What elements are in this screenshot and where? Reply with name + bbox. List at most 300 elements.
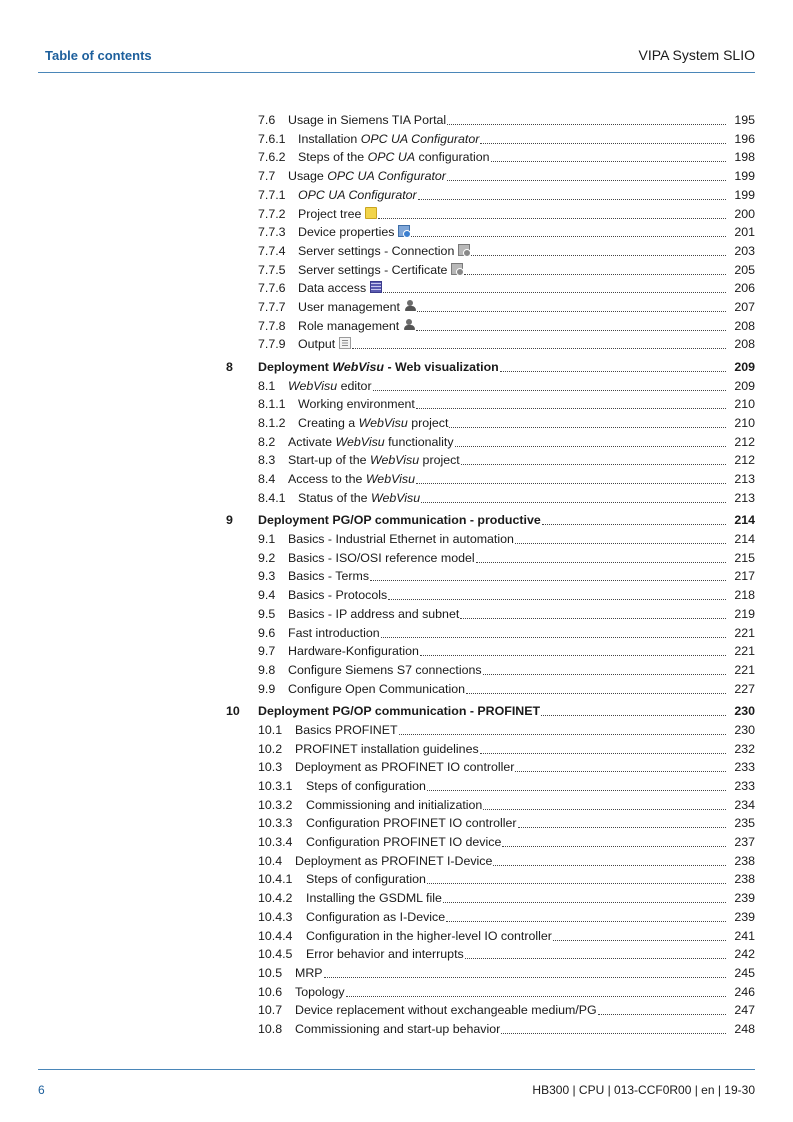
toc-title-part: Configure Siemens S7 connections — [288, 662, 482, 677]
toc-entry[interactable] — [258, 242, 755, 259]
toc-entry[interactable] — [258, 451, 755, 468]
toc-entry[interactable] — [258, 395, 755, 412]
toc-entry[interactable] — [258, 740, 755, 757]
toc-entry-title — [295, 742, 479, 757]
toc-entry[interactable] — [258, 908, 755, 925]
toc-title-part: Activate — [288, 434, 336, 449]
toc-page-number: 238 — [734, 872, 755, 887]
toc-entry-title — [288, 644, 419, 659]
toc-page-number: 208 — [734, 318, 755, 333]
toc-leader-dots — [460, 617, 726, 619]
data-access-icon — [370, 281, 382, 293]
toc-title-part: User management — [298, 300, 400, 314]
toc-chapter-entry[interactable] — [226, 358, 755, 375]
toc-page-number: 234 — [734, 797, 755, 812]
toc-entry-number: 7.7.5 — [258, 262, 286, 277]
toc-entry-number: 7.7.4 — [258, 243, 286, 258]
toc-page-number: 219 — [734, 606, 755, 621]
toc-entry-number: 8.3 — [258, 453, 276, 468]
toc-entry[interactable] — [258, 205, 755, 222]
toc-leader-dots — [388, 598, 726, 600]
toc-entry-title — [295, 985, 345, 1000]
toc-entry-number: 10.4.5 — [258, 947, 293, 962]
toc-title-part: Installing the GSDML file — [306, 891, 442, 906]
toc-entry-number: 7.6 — [258, 113, 276, 127]
toc-leader-dots — [324, 976, 726, 978]
toc-entry-number: 10.2 — [258, 741, 283, 756]
toc-leader-dots — [449, 426, 726, 428]
toc-entry[interactable] — [258, 261, 755, 278]
toc-entry-number: 8.4.1 — [258, 490, 286, 505]
toc-entry-title — [288, 532, 514, 547]
toc-title-part: WebVisu — [358, 416, 408, 430]
toc-entry[interactable] — [258, 964, 755, 981]
toc-title-part: WebVisu — [369, 453, 420, 468]
toc-page-number: 241 — [734, 928, 755, 943]
toc-entry[interactable] — [258, 279, 755, 296]
toc-entry-title — [298, 225, 410, 240]
toc-chapter-entry[interactable] — [226, 702, 755, 719]
toc-leader-dots — [421, 501, 726, 503]
toc-title-part: Configuration PROFINET IO controller — [306, 816, 517, 831]
toc-title-part: MRP — [295, 965, 323, 980]
toc-entry-title — [306, 929, 552, 944]
toc-title-part: Deployment PG/OP communication - PROFINET — [258, 704, 541, 719]
toc-title-part: project — [407, 416, 449, 430]
toc-leader-dots — [420, 654, 726, 656]
device-properties-icon — [398, 225, 410, 237]
toc-entry-number: 10.3.4 — [258, 835, 293, 849]
page-number: 6 — [38, 1083, 45, 1097]
toc-entry-title — [288, 626, 380, 641]
toc-entry-title — [306, 816, 517, 831]
toc-entry-title — [295, 1003, 597, 1018]
toc-entry-number: 9.4 — [258, 588, 276, 603]
toc-entry[interactable] — [258, 148, 755, 165]
toc-title-part: editor — [337, 378, 372, 393]
user-icon — [404, 300, 416, 312]
toc-entry-title — [298, 491, 420, 506]
toc-page-number: 199 — [734, 187, 755, 202]
toc-page-number: 246 — [734, 984, 755, 999]
toc-entry[interactable] — [258, 1020, 755, 1037]
toc-title-part: Deployment as PROFINET IO controller — [295, 760, 515, 775]
toc-entry-number: 9.7 — [258, 644, 276, 659]
toc-entry-title — [306, 872, 426, 887]
toc-page-number: 206 — [734, 281, 755, 296]
toc-entry[interactable] — [258, 945, 755, 962]
toc-entry[interactable] — [258, 489, 755, 506]
toc-title-part: - Web visualization — [384, 359, 499, 374]
toc-entry-title — [295, 966, 323, 981]
toc-entry-title — [295, 854, 492, 869]
toc-leader-dots — [483, 673, 726, 675]
toc-page-number: 221 — [734, 644, 755, 659]
toc-page-number: 199 — [734, 169, 755, 184]
toc-page-number: 247 — [734, 1003, 755, 1018]
toc-page-number: 215 — [734, 550, 755, 565]
toc-entry[interactable] — [258, 586, 755, 603]
toc-entry-title — [288, 588, 387, 603]
toc-leader-dots — [461, 463, 726, 465]
toc-leader-dots — [480, 142, 726, 144]
toc-title-part: WebVisu — [332, 359, 384, 374]
toc-entry-title — [295, 1022, 500, 1037]
toc-entry-title — [306, 798, 482, 813]
toc-entry-number: 9.5 — [258, 606, 276, 621]
toc-leader-dots — [515, 770, 726, 772]
toc-leader-dots — [381, 636, 726, 638]
toc-entry-number: 7.7.6 — [258, 281, 286, 296]
toc-leader-dots — [370, 579, 726, 581]
toc-leader-dots — [553, 939, 726, 941]
toc-chapter-entry[interactable] — [226, 511, 755, 528]
toc-title-part: OPC UA Configurator — [298, 187, 417, 202]
toc-entry[interactable] — [258, 758, 755, 775]
toc-page-number: 235 — [734, 816, 755, 831]
toc-leader-dots — [515, 542, 726, 544]
toc-entry-number: 10.3.2 — [258, 797, 293, 812]
toc-leader-dots — [346, 995, 726, 997]
toc-entry[interactable] — [258, 721, 755, 738]
toc-leader-dots — [447, 179, 726, 181]
toc-entry-title — [288, 682, 465, 697]
toc-entry[interactable] — [258, 833, 755, 850]
toc-page-number: 227 — [734, 681, 755, 696]
toc-entry-number: 10.3 — [258, 760, 283, 775]
toc-page-number: 230 — [734, 722, 755, 737]
toc-leader-dots — [541, 714, 726, 716]
toc-title-part: Output — [298, 337, 336, 352]
toc-title-part: Device replacement without exchangeable medium/PG — [295, 1003, 597, 1018]
toc-entry-number: 7.6.2 — [258, 150, 286, 165]
toc-title-part: OPC UA — [367, 150, 416, 165]
toc-title-part: WebVisu — [371, 490, 421, 505]
toc-title-part: Configuration as I-Device — [306, 909, 446, 924]
toc-title-part: Basics - Industrial Ethernet in automation — [288, 532, 514, 546]
toc-title-part: Configuration PROFINET IO device — [306, 835, 502, 849]
toc-leader-dots — [518, 826, 727, 828]
toc-leader-dots — [411, 235, 726, 237]
toc-entry-number: 10.6 — [258, 984, 283, 999]
toc-page-number: 237 — [734, 835, 755, 849]
toc-page-number: 212 — [734, 453, 755, 468]
footer-rule — [38, 1069, 755, 1070]
toc-entry[interactable] — [258, 377, 755, 394]
toc-leader-dots — [480, 752, 726, 754]
toc-page-number: 201 — [734, 225, 755, 240]
toc-entry[interactable] — [258, 335, 755, 352]
toc-title-part: Usage — [288, 169, 328, 184]
toc-entry-title — [298, 263, 463, 278]
toc-page-number: 221 — [734, 625, 755, 640]
toc-entry[interactable] — [258, 317, 755, 334]
toc-leader-dots — [471, 254, 726, 256]
folder-icon — [365, 207, 377, 219]
toc-entry-title — [258, 360, 499, 375]
toc-page-number: 217 — [734, 569, 755, 584]
toc-entry-title — [306, 891, 442, 906]
toc-entry-number: 9.3 — [258, 569, 276, 584]
toc-page-number: 213 — [734, 472, 755, 487]
toc-title-part: Creating a — [298, 416, 359, 430]
toc-title-part: functionality — [384, 434, 454, 449]
toc-leader-dots — [542, 523, 726, 525]
server-settings-icon — [451, 263, 463, 275]
toc-leader-dots — [464, 273, 726, 275]
toc-page-number: 195 — [734, 113, 755, 127]
toc-entry-number: 10.3.3 — [258, 816, 293, 831]
toc-page-number: 213 — [734, 490, 755, 505]
toc-entry-number: 9.1 — [258, 532, 276, 546]
toc-leader-dots — [443, 901, 726, 903]
toc-entry-number: 8 — [226, 359, 233, 374]
server-settings-icon — [458, 244, 470, 256]
toc-title-part: OPC UA Configurator — [327, 169, 446, 184]
toc-leader-dots — [598, 1013, 726, 1015]
toc-title-part: Steps of the — [298, 150, 368, 165]
toc-entry-number: 10.4.3 — [258, 909, 293, 924]
toc-entry-title — [288, 113, 446, 128]
toc-entry-number: 10.4.4 — [258, 928, 293, 943]
toc-page-number: 203 — [734, 243, 755, 258]
toc-page-number: 245 — [734, 965, 755, 980]
toc-entry[interactable] — [258, 167, 755, 184]
toc-leader-dots — [476, 561, 726, 563]
toc-entry-number: 10.3.1 — [258, 778, 293, 793]
toc-entry-title — [298, 416, 448, 431]
toc-page-number: 196 — [734, 131, 755, 146]
toc-leader-dots — [378, 217, 726, 219]
toc-entry[interactable] — [258, 470, 755, 487]
toc-title-part: project — [419, 453, 460, 468]
toc-page-number: 209 — [734, 359, 755, 374]
toc-title-part: Configuration in the higher-level IO controller — [306, 928, 552, 943]
toc-title-part: Access to the — [288, 472, 366, 487]
toc-entry-title — [288, 169, 446, 184]
toc-entry-title — [295, 760, 514, 775]
toc-entry-number: 8.2 — [258, 434, 276, 449]
toc-entry-number: 8.1.1 — [258, 397, 286, 412]
toc-page-number: 205 — [734, 262, 755, 277]
toc-entry-number: 9.8 — [258, 662, 276, 677]
toc-page-number: 210 — [734, 416, 755, 430]
toc-entry[interactable] — [258, 530, 755, 547]
toc-entry-number: 8.1 — [258, 378, 276, 393]
toc-entry[interactable] — [258, 605, 755, 622]
toc-page-number: 207 — [734, 300, 755, 314]
toc-entry-number: 8.4 — [258, 472, 276, 487]
toc-title-part: Server settings - Connection — [298, 243, 455, 258]
toc-entry[interactable] — [258, 983, 755, 1000]
toc-entry[interactable] — [258, 814, 755, 831]
toc-entry-title — [298, 244, 470, 259]
toc-title-part: Basics - IP address and subnet — [288, 606, 460, 621]
toc-page-number: 239 — [734, 909, 755, 924]
toc-entry-title — [288, 569, 369, 584]
toc-title-part: Usage in Siemens TIA Portal — [288, 113, 447, 127]
toc-title-part: Topology — [295, 984, 345, 999]
toc-entry[interactable] — [258, 624, 755, 641]
toc-entry-number: 10.8 — [258, 1022, 283, 1036]
toc-title-part: Steps of configuration — [306, 778, 426, 793]
toc-title-part: Configure Open Communication — [288, 681, 466, 696]
toc-page-number: 210 — [734, 397, 755, 412]
toc-entry-number: 7.7 — [258, 169, 276, 184]
toc-entry-number: 10.4.2 — [258, 891, 293, 906]
toc-entry-title — [306, 947, 464, 962]
toc-title-part: Basics PROFINET — [295, 722, 398, 737]
toc-entry-title — [258, 704, 540, 719]
toc-entry[interactable] — [258, 567, 755, 584]
toc-leader-dots — [500, 370, 726, 372]
user-icon — [403, 319, 415, 331]
toc-title-part: Status of the — [298, 490, 372, 505]
toc-entry[interactable] — [258, 680, 755, 697]
toc-page-number: 212 — [734, 434, 755, 449]
toc-page-number: 238 — [734, 853, 755, 868]
toc-entry-number: 7.7.8 — [258, 318, 286, 333]
toc-page-number: 218 — [734, 588, 755, 603]
toc-entry[interactable] — [258, 796, 755, 813]
toc-leader-dots — [455, 445, 726, 447]
toc-entry[interactable] — [258, 777, 755, 794]
toc-title-part: WebVisu — [335, 434, 385, 449]
toc-page-number: 214 — [734, 532, 755, 546]
toc-leader-dots — [399, 733, 726, 735]
toc-entry[interactable] — [258, 1001, 755, 1018]
toc-leader-dots — [416, 482, 726, 484]
toc-page-number: 208 — [734, 337, 755, 352]
toc-page-number: 198 — [734, 150, 755, 165]
toc-entry-title — [298, 188, 417, 203]
toc-title-part: Error behavior and interrupts — [306, 947, 464, 962]
toc-title-part: Data access — [298, 281, 367, 296]
toc-entry-number: 10.5 — [258, 965, 283, 980]
toc-title-part: Device properties — [298, 225, 395, 240]
toc-title-part: WebVisu — [365, 472, 415, 487]
toc-page-number: 233 — [734, 778, 755, 793]
toc-entry-number: 7.7.7 — [258, 300, 286, 314]
toc-title-part: Basics - Protocols — [288, 588, 388, 603]
toc-title-part: Project tree — [298, 206, 362, 221]
toc-entry[interactable] — [258, 298, 755, 315]
toc-entry[interactable] — [258, 433, 755, 450]
toc-leader-dots — [427, 882, 726, 884]
toc-title-part: WebVisu — [288, 378, 338, 393]
toc-title-part: Deployment as PROFINET I-Device — [295, 853, 493, 868]
toc-title-part: Start-up of the — [288, 453, 370, 468]
toc-entry-title — [298, 281, 382, 296]
toc-page-number: 239 — [734, 891, 755, 906]
toc-leader-dots — [493, 864, 726, 866]
toc-page-number: 248 — [734, 1022, 755, 1036]
toc-entry-title — [288, 472, 415, 487]
toc-entry-title — [306, 910, 445, 925]
toc-entry-title — [298, 150, 490, 165]
running-header-section: Table of contents — [45, 48, 152, 63]
toc-entry[interactable] — [258, 549, 755, 566]
toc-title-part: Installation — [298, 131, 361, 146]
toc-title-part: Deployment PG/OP communication - productive — [258, 513, 541, 528]
toc-entry-title — [258, 513, 541, 528]
toc-page-number: 221 — [734, 662, 755, 677]
toc-leader-dots — [417, 310, 726, 312]
toc-entry-number: 10.4 — [258, 853, 283, 868]
toc-entry-number: 9 — [226, 513, 233, 528]
toc-title-part: PROFINET installation guidelines — [295, 741, 479, 756]
toc-leader-dots — [465, 957, 726, 959]
toc-entry[interactable] — [258, 186, 755, 203]
running-header-product: VIPA System SLIO — [638, 47, 755, 63]
toc-entry-title — [298, 207, 377, 222]
toc-leader-dots — [373, 389, 726, 391]
toc-title-part: Commissioning and initialization — [306, 797, 483, 812]
header-rule — [38, 72, 755, 73]
toc-entry[interactable] — [258, 642, 755, 659]
toc-entry-number: 10.7 — [258, 1003, 283, 1018]
toc-entry-title — [298, 319, 415, 334]
toc-entry-number: 9.9 — [258, 681, 276, 696]
toc-entry-number: 9.6 — [258, 625, 276, 640]
toc-entry-number: 10.1 — [258, 722, 283, 737]
document-reference: HB300 | CPU | 013-CCF0R00 | en | 19-30 — [532, 1083, 755, 1097]
output-icon — [339, 337, 351, 349]
toc-entry-title — [288, 453, 460, 468]
toc-leader-dots — [491, 160, 727, 162]
toc-entry-number: 9.2 — [258, 550, 276, 565]
toc-entry-title — [306, 779, 426, 794]
toc-page-number: 233 — [734, 760, 755, 775]
toc-title-part: Server settings - Certificate — [298, 262, 448, 277]
toc-leader-dots — [352, 347, 726, 349]
toc-title-part: Working environment — [298, 397, 415, 412]
toc-entry[interactable] — [258, 661, 755, 678]
toc-entry-number: 7.7.3 — [258, 225, 286, 240]
toc-leader-dots — [383, 291, 726, 293]
toc-title-part: Fast introduction — [288, 625, 380, 640]
toc-entry[interactable] — [258, 870, 755, 887]
toc-entry[interactable] — [258, 927, 755, 944]
toc-title-part: Steps of configuration — [306, 872, 426, 887]
toc-page-number: 200 — [734, 206, 755, 221]
toc-leader-dots — [501, 1032, 726, 1034]
toc-leader-dots — [418, 198, 726, 200]
toc-entry-number: 10 — [226, 704, 240, 719]
toc-entry[interactable] — [258, 111, 755, 128]
toc-leader-dots — [466, 692, 726, 694]
toc-page-number: 242 — [734, 947, 755, 962]
toc-entry-title — [288, 435, 454, 450]
toc-leader-dots — [483, 808, 726, 810]
toc-leader-dots — [416, 407, 726, 409]
toc-entry[interactable] — [258, 889, 755, 906]
toc-entry[interactable] — [258, 130, 755, 147]
toc-entry[interactable] — [258, 852, 755, 869]
toc-entry-title — [306, 835, 501, 850]
toc-leader-dots — [502, 845, 726, 847]
toc-page-number: 209 — [734, 378, 755, 393]
toc-entry-title — [288, 379, 372, 394]
toc-entry[interactable] — [258, 414, 755, 431]
toc-entry-title — [298, 300, 416, 315]
toc-title-part: Basics - ISO/OSI reference model — [288, 550, 475, 565]
toc-entry-title — [298, 397, 415, 412]
toc-page-number: 232 — [734, 741, 755, 756]
toc-entry[interactable] — [258, 223, 755, 240]
toc-title-part: OPC UA Configurator — [360, 131, 480, 146]
toc-title-part: configuration — [415, 150, 490, 165]
